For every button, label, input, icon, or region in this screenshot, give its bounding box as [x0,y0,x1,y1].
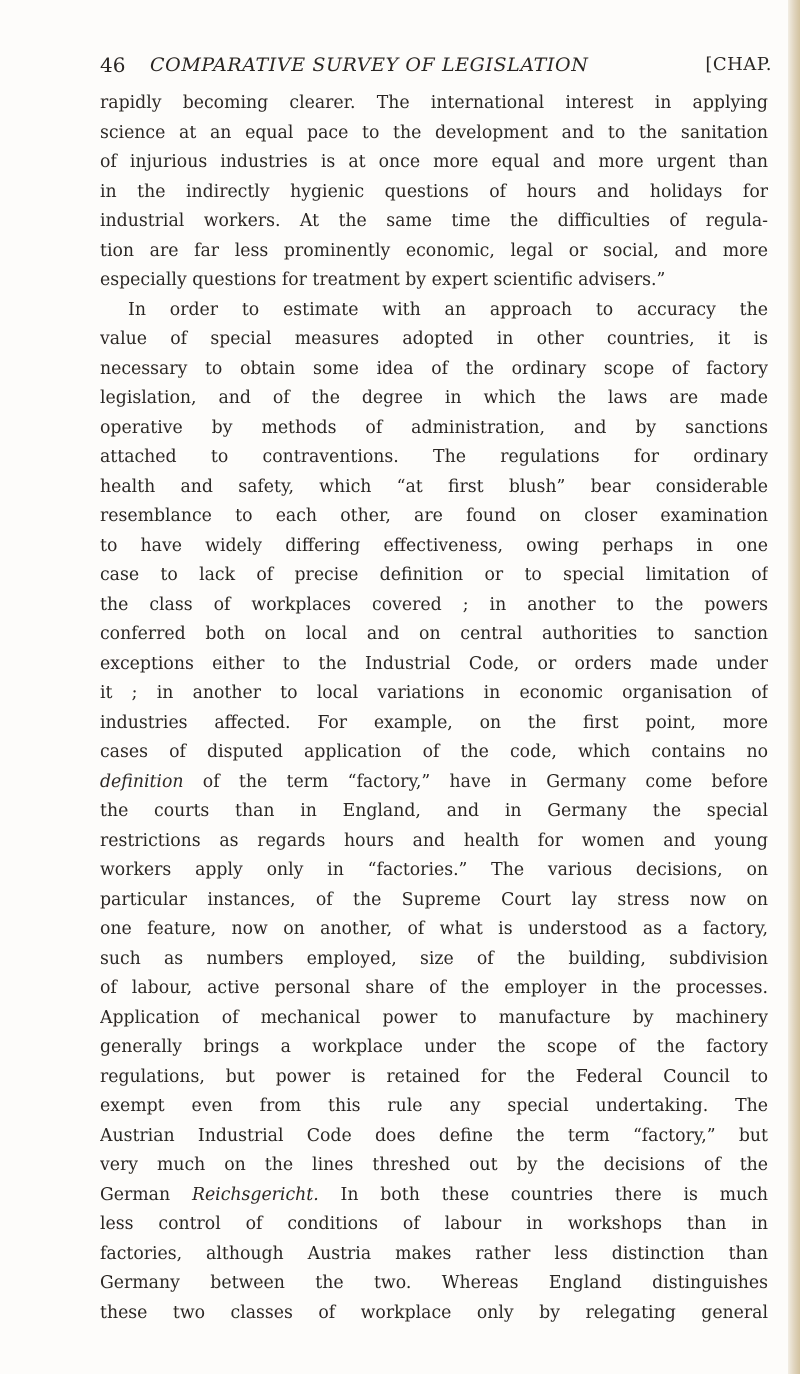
text-line: operative by methods of administration, and by sanctions [100,417,768,438]
page-edge [788,0,800,1374]
text-line: workers apply only in “factories.” The various decisions, on [100,860,768,880]
text-segment: German [100,1184,192,1205]
text-line: to have widely differing effectiveness, owing perhaps in one [100,535,768,556]
text-line [100,1181,768,1211]
text-line: rapidly becoming clearer. The international interest in applying [100,93,768,113]
text-line: In order to estimate with an approach to accuracy the [128,299,768,320]
text-line: of labour, active personal share of the employer in the processes. [100,978,768,998]
text-segment: of the term “factory,” have in Germany come before [183,771,768,792]
text-line: tion are far less prominently economic, legal or social, and more [100,240,768,261]
text-segment: In both these countries there is much [318,1184,768,1205]
text-line: these two classes of workplace only by relegating general [100,1302,768,1323]
italic-term: Reichsgericht. [191,1184,319,1205]
text-line: attached to contraventions. The regulations for ordinary [100,447,768,467]
text-line: conferred both on local and on central authorities to sanction [100,624,768,644]
text-line: exempt even from this rule any special undertaking. The [100,1096,768,1116]
text-line: such as numbers employed, size of the building, subdivision [100,948,768,969]
text-line: legislation, and of the degree in which the laws are made [100,388,768,408]
text-line: industries affected. For example, on the first point, more [100,712,768,733]
running-title: COMPARATIVE SURVEY OF LEGISLATION [150,54,589,76]
text-line: in the indirectly hygienic questions of hours and holidays for [100,181,768,202]
text-line: science at an equal pace to the development and to the sanitation [100,122,768,143]
italic-term: definition [100,771,184,792]
text-line: generally brings a workplace under the scope of the factory [100,1037,768,1057]
running-header [100,52,772,78]
text-line: industrial workers. At the same time the difficulties of regula- [100,211,768,231]
body-text [100,89,768,1328]
text-line: of injurious industries is at once more equal and more urgent than [100,152,768,172]
text-line: regulations, but power is retained for the Federal Council to [100,1066,768,1087]
text-line: the class of workplaces covered ; in another to the powers [100,594,768,615]
text-line: value of special measures adopted in other countries, it is [100,329,768,349]
text-line: it ; in another to local variations in economic organisation of [100,683,768,703]
text-line: particular instances, of the Supreme Court lay stress now on [100,889,768,910]
text-line: less control of conditions of labour in workshops than in [100,1214,768,1234]
text-line: Germany between the two. Whereas England distinguishes [100,1273,768,1293]
text-line: necessary to obtain some idea of the ordinary scope of factory [100,358,768,379]
text-line: cases of disputed application of the code, which contains no [100,742,768,762]
text-line: Austrian Industrial Code does define the term “factory,” but [100,1125,768,1146]
text-line: Application of mechanical power to manufacture by machinery [100,1007,768,1028]
text-line: the courts than in England, and in Germany the special [100,801,768,821]
text-line: health and safety, which “at first blush” bear considerable [100,476,768,497]
text-line: one feature, now on another, of what is understood as a factory, [100,919,768,939]
text-line: especially questions for treatment by expert scientific advisers.” [100,270,666,290]
text-line [100,768,768,798]
text-line: resemblance to each other, are found on closer examination [100,506,768,526]
text-line: restrictions as regards hours and health for women and young [100,830,768,851]
text-line: very much on the lines threshed out by the decisions of the [100,1155,768,1175]
text-line: exceptions either to the Industrial Code, or orders made under [100,653,768,674]
chapter-label: [CHAP. [705,54,772,75]
text-line: case to lack of precise definition or to special limitation of [100,565,768,585]
page-number: 46 [100,53,126,77]
text-line: factories, although Austria makes rather less distinction than [100,1243,768,1264]
